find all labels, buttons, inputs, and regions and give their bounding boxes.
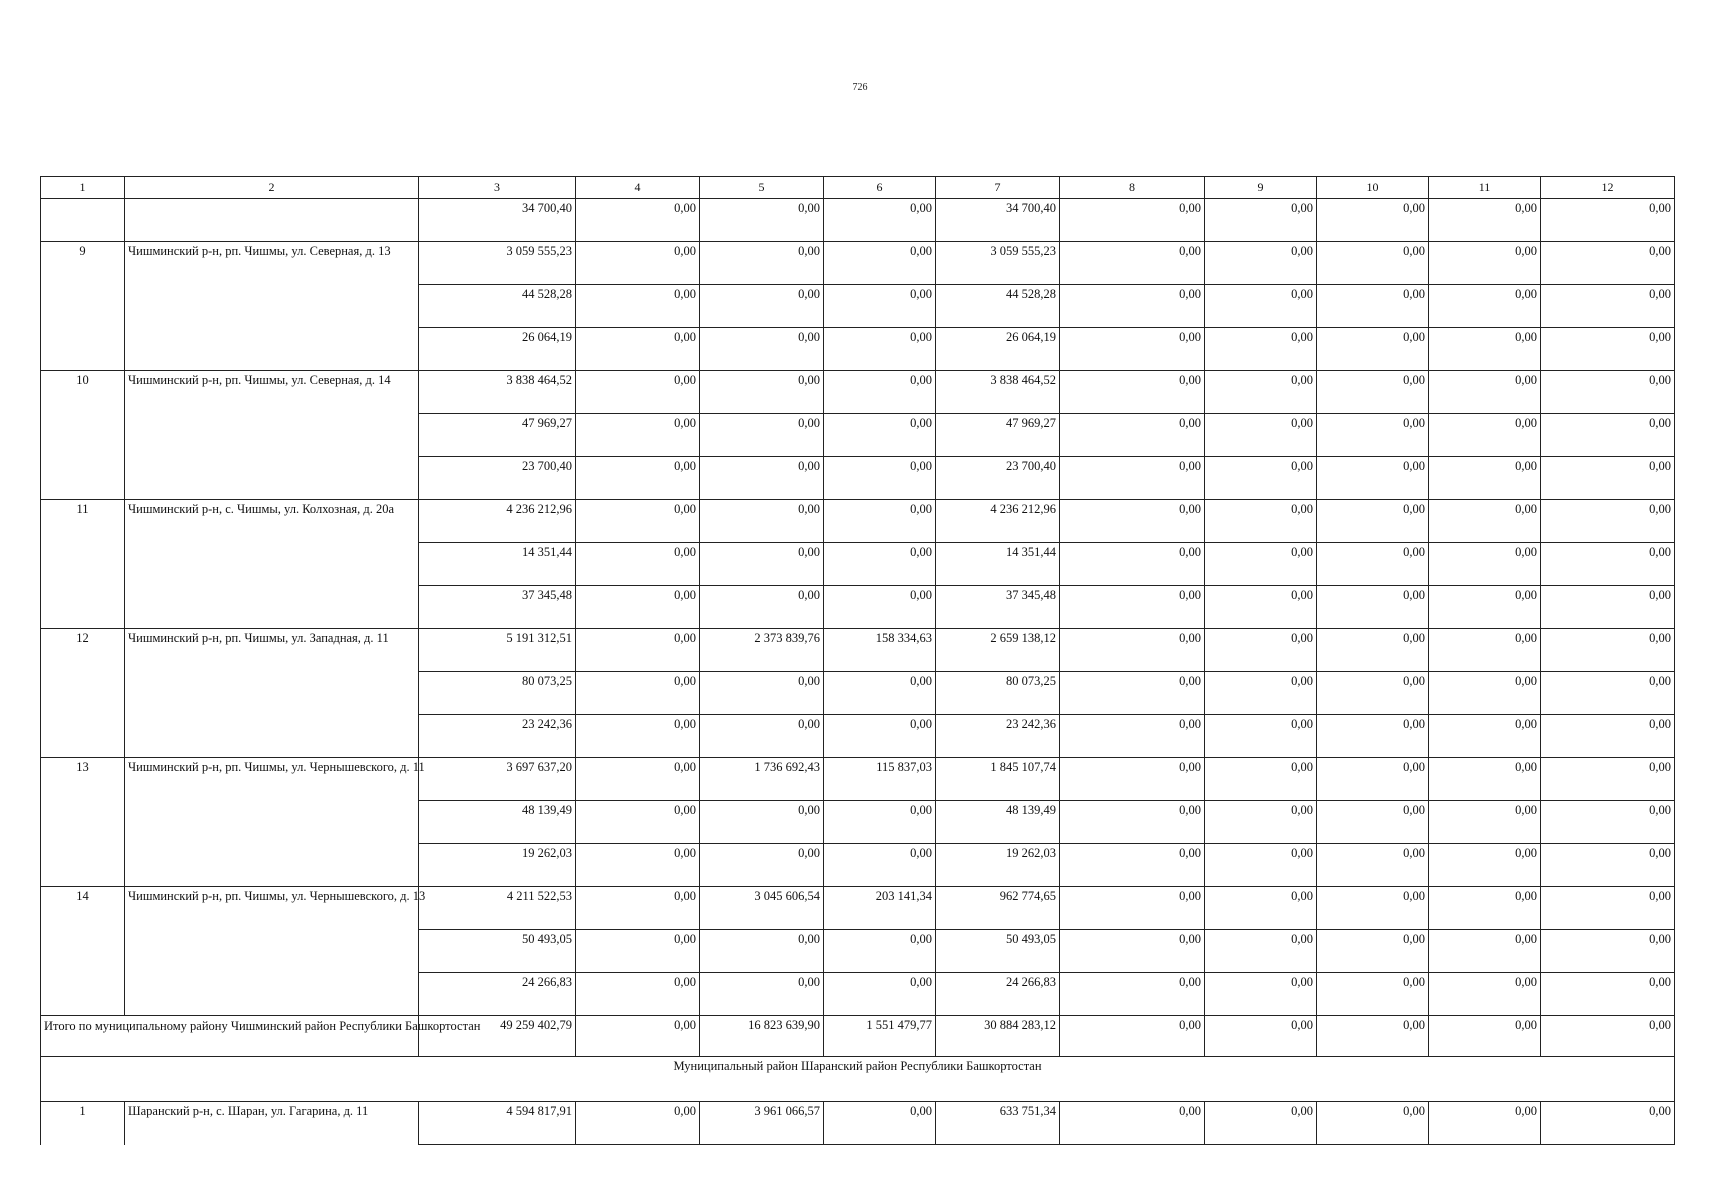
value-cell: 0,00 <box>1429 371 1541 414</box>
value-cell: 0,00 <box>1205 586 1317 629</box>
value-cell: 0,00 <box>576 973 700 1016</box>
value-cell: 0,00 <box>1541 629 1675 672</box>
value-cell: 3 838 464,52 <box>936 371 1060 414</box>
value-cell: 0,00 <box>1429 586 1541 629</box>
value-cell: 0,00 <box>1060 930 1205 973</box>
value-cell: 0,00 <box>576 328 700 371</box>
value-cell: 0,00 <box>1205 371 1317 414</box>
address-cell: Чишминский р-н, рп. Чишмы, ул. Северная, д. 14 <box>125 371 419 500</box>
column-header: 5 <box>700 177 824 199</box>
value-cell: 0,00 <box>824 328 936 371</box>
value-cell: 44 528,28 <box>936 285 1060 328</box>
value-cell: 0,00 <box>700 586 824 629</box>
value-cell: 16 823 639,90 <box>700 1016 824 1057</box>
value-cell: 633 751,34 <box>936 1102 1060 1145</box>
address-cell <box>125 199 419 242</box>
value-cell: 962 774,65 <box>936 887 1060 930</box>
value-cell: 115 837,03 <box>824 758 936 801</box>
value-cell: 3 697 637,20 <box>419 758 576 801</box>
value-cell: 0,00 <box>576 844 700 887</box>
value-cell: 0,00 <box>1541 586 1675 629</box>
value-cell: 0,00 <box>700 500 824 543</box>
value-cell: 0,00 <box>1317 285 1429 328</box>
value-cell: 0,00 <box>1429 1102 1541 1145</box>
value-cell: 0,00 <box>1205 328 1317 371</box>
value-cell: 0,00 <box>1205 715 1317 758</box>
address-cell: Чишминский р-н, рп. Чишмы, ул. Чернышевского, д. 13 <box>125 887 419 1016</box>
value-cell: 0,00 <box>1317 629 1429 672</box>
value-cell: 0,00 <box>576 887 700 930</box>
value-cell: 0,00 <box>824 414 936 457</box>
table-row <box>41 1102 1675 1145</box>
header-row <box>41 177 1675 199</box>
value-cell: 0,00 <box>1317 672 1429 715</box>
index-cell <box>41 199 125 242</box>
value-cell: 23 242,36 <box>936 715 1060 758</box>
value-cell: 0,00 <box>1060 328 1205 371</box>
value-cell: 0,00 <box>1541 930 1675 973</box>
value-cell: 3 059 555,23 <box>936 242 1060 285</box>
address-cell: Чишминский р-н, рп. Чишмы, ул. Западная, д. 11 <box>125 629 419 758</box>
value-cell: 48 139,49 <box>936 801 1060 844</box>
value-cell: 0,00 <box>824 285 936 328</box>
value-cell: 0,00 <box>1060 715 1205 758</box>
value-cell: 0,00 <box>1060 457 1205 500</box>
value-cell: 0,00 <box>576 1102 700 1145</box>
value-cell: 0,00 <box>1060 672 1205 715</box>
value-cell: 0,00 <box>1317 543 1429 586</box>
value-cell: 50 493,05 <box>419 930 576 973</box>
index-cell: 9 <box>41 242 125 371</box>
value-cell: 0,00 <box>824 586 936 629</box>
value-cell: 0,00 <box>1429 414 1541 457</box>
column-header: 4 <box>576 177 700 199</box>
column-header: 8 <box>1060 177 1205 199</box>
index-cell: 11 <box>41 500 125 629</box>
value-cell: 23 700,40 <box>936 457 1060 500</box>
address-cell: Шаранский р-н, с. Шаран, ул. Гагарина, д. 11 <box>125 1102 419 1145</box>
value-cell: 0,00 <box>1060 758 1205 801</box>
value-cell: 0,00 <box>1429 930 1541 973</box>
value-cell: 0,00 <box>1541 758 1675 801</box>
value-cell: 4 211 522,53 <box>419 887 576 930</box>
value-cell: 0,00 <box>1317 500 1429 543</box>
value-cell: 0,00 <box>1205 457 1317 500</box>
value-cell: 0,00 <box>576 715 700 758</box>
index-cell: 14 <box>41 887 125 1016</box>
value-cell: 0,00 <box>1205 672 1317 715</box>
value-cell: 80 073,25 <box>419 672 576 715</box>
value-cell: 0,00 <box>1205 629 1317 672</box>
value-cell: 0,00 <box>576 543 700 586</box>
value-cell: 0,00 <box>1541 500 1675 543</box>
value-cell: 3 059 555,23 <box>419 242 576 285</box>
value-cell: 0,00 <box>1317 758 1429 801</box>
value-cell: 37 345,48 <box>936 586 1060 629</box>
table-row <box>41 887 1675 930</box>
value-cell: 0,00 <box>576 1016 700 1057</box>
value-cell: 0,00 <box>576 801 700 844</box>
value-cell: 24 266,83 <box>419 973 576 1016</box>
value-cell: 44 528,28 <box>419 285 576 328</box>
value-cell: 0,00 <box>1060 199 1205 242</box>
value-cell: 0,00 <box>1541 414 1675 457</box>
table-row <box>41 199 1675 242</box>
value-cell: 0,00 <box>576 500 700 543</box>
value-cell: 0,00 <box>1541 328 1675 371</box>
value-cell: 0,00 <box>1429 887 1541 930</box>
value-cell: 0,00 <box>1541 1102 1675 1145</box>
table-row <box>41 758 1675 801</box>
value-cell: 0,00 <box>1429 242 1541 285</box>
column-header: 6 <box>824 177 936 199</box>
value-cell: 4 594 817,91 <box>419 1102 576 1145</box>
value-cell: 23 242,36 <box>419 715 576 758</box>
value-cell: 0,00 <box>1060 371 1205 414</box>
value-cell: 0,00 <box>824 715 936 758</box>
value-cell: 0,00 <box>576 758 700 801</box>
value-cell: 0,00 <box>1205 285 1317 328</box>
value-cell: 0,00 <box>824 242 936 285</box>
report-table <box>40 176 1675 1145</box>
value-cell: 0,00 <box>1429 328 1541 371</box>
value-cell: 0,00 <box>700 844 824 887</box>
value-cell: 26 064,19 <box>419 328 576 371</box>
value-cell: 0,00 <box>1205 500 1317 543</box>
value-cell: 1 736 692,43 <box>700 758 824 801</box>
value-cell: 0,00 <box>1317 457 1429 500</box>
value-cell: 0,00 <box>700 199 824 242</box>
value-cell: 0,00 <box>1060 1016 1205 1057</box>
value-cell: 0,00 <box>1317 801 1429 844</box>
value-cell: 0,00 <box>700 672 824 715</box>
total-row <box>41 1016 1675 1057</box>
value-cell: 0,00 <box>1060 414 1205 457</box>
table-row <box>41 500 1675 543</box>
value-cell: 0,00 <box>824 801 936 844</box>
value-cell: 0,00 <box>576 371 700 414</box>
value-cell: 0,00 <box>1317 199 1429 242</box>
column-header: 9 <box>1205 177 1317 199</box>
value-cell: 19 262,03 <box>936 844 1060 887</box>
value-cell: 0,00 <box>700 328 824 371</box>
value-cell: 0,00 <box>1429 758 1541 801</box>
value-cell: 0,00 <box>700 801 824 844</box>
value-cell: 0,00 <box>1060 844 1205 887</box>
address-cell: Чишминский р-н, рп. Чишмы, ул. Северная, д. 13 <box>125 242 419 371</box>
value-cell: 0,00 <box>1541 543 1675 586</box>
value-cell: 0,00 <box>1060 543 1205 586</box>
value-cell: 0,00 <box>1317 1102 1429 1145</box>
value-cell: 0,00 <box>576 930 700 973</box>
value-cell: 0,00 <box>1429 973 1541 1016</box>
column-header: 7 <box>936 177 1060 199</box>
address-cell: Чишминский р-н, с. Чишмы, ул. Колхозная, д. 20а <box>125 500 419 629</box>
value-cell: 0,00 <box>824 844 936 887</box>
value-cell: 0,00 <box>1429 672 1541 715</box>
value-cell: 80 073,25 <box>936 672 1060 715</box>
value-cell: 0,00 <box>700 242 824 285</box>
column-header: 1 <box>41 177 125 199</box>
value-cell: 0,00 <box>1317 973 1429 1016</box>
value-cell: 0,00 <box>824 672 936 715</box>
value-cell: 0,00 <box>576 242 700 285</box>
value-cell: 0,00 <box>824 1102 936 1145</box>
value-cell: 0,00 <box>1541 242 1675 285</box>
value-cell: 48 139,49 <box>419 801 576 844</box>
value-cell: 0,00 <box>576 629 700 672</box>
value-cell: 19 262,03 <box>419 844 576 887</box>
value-cell: 0,00 <box>1429 1016 1541 1057</box>
value-cell: 0,00 <box>1541 457 1675 500</box>
value-cell: 0,00 <box>1060 500 1205 543</box>
value-cell: 1 845 107,74 <box>936 758 1060 801</box>
table-row <box>41 629 1675 672</box>
value-cell: 0,00 <box>824 500 936 543</box>
value-cell: 37 345,48 <box>419 586 576 629</box>
value-cell: 0,00 <box>824 371 936 414</box>
value-cell: 0,00 <box>1429 801 1541 844</box>
value-cell: 1 551 479,77 <box>824 1016 936 1057</box>
value-cell: 0,00 <box>1205 758 1317 801</box>
total-label: Итого по муниципальному району Чишминский район Республики Башкортостан <box>41 1016 419 1057</box>
value-cell: 0,00 <box>700 285 824 328</box>
value-cell: 0,00 <box>824 457 936 500</box>
value-cell: 49 259 402,79 <box>419 1016 576 1057</box>
value-cell: 0,00 <box>1205 844 1317 887</box>
value-cell: 0,00 <box>1205 242 1317 285</box>
value-cell: 14 351,44 <box>936 543 1060 586</box>
value-cell: 0,00 <box>576 672 700 715</box>
value-cell: 50 493,05 <box>936 930 1060 973</box>
value-cell: 0,00 <box>1205 887 1317 930</box>
value-cell: 0,00 <box>1429 285 1541 328</box>
value-cell: 0,00 <box>1429 500 1541 543</box>
value-cell: 0,00 <box>1205 414 1317 457</box>
value-cell: 24 266,83 <box>936 973 1060 1016</box>
value-cell: 0,00 <box>824 973 936 1016</box>
value-cell: 0,00 <box>700 414 824 457</box>
column-header: 12 <box>1541 177 1675 199</box>
index-cell: 10 <box>41 371 125 500</box>
value-cell: 30 884 283,12 <box>936 1016 1060 1057</box>
value-cell: 0,00 <box>700 543 824 586</box>
value-cell: 14 351,44 <box>419 543 576 586</box>
value-cell: 0,00 <box>700 930 824 973</box>
value-cell: 0,00 <box>1317 371 1429 414</box>
value-cell: 34 700,40 <box>419 199 576 242</box>
value-cell: 0,00 <box>1541 801 1675 844</box>
value-cell: 0,00 <box>1205 973 1317 1016</box>
value-cell: 0,00 <box>1317 930 1429 973</box>
value-cell: 0,00 <box>824 930 936 973</box>
value-cell: 0,00 <box>1429 715 1541 758</box>
value-cell: 0,00 <box>700 973 824 1016</box>
value-cell: 0,00 <box>1317 715 1429 758</box>
value-cell: 0,00 <box>1205 543 1317 586</box>
value-cell: 0,00 <box>1541 371 1675 414</box>
value-cell: 0,00 <box>576 457 700 500</box>
value-cell: 0,00 <box>1429 543 1541 586</box>
value-cell: 23 700,40 <box>419 457 576 500</box>
value-cell: 34 700,40 <box>936 199 1060 242</box>
value-cell: 4 236 212,96 <box>936 500 1060 543</box>
value-cell: 0,00 <box>1205 199 1317 242</box>
value-cell: 0,00 <box>1060 1102 1205 1145</box>
value-cell: 4 236 212,96 <box>419 500 576 543</box>
value-cell: 0,00 <box>1317 1016 1429 1057</box>
value-cell: 0,00 <box>700 457 824 500</box>
value-cell: 0,00 <box>576 285 700 328</box>
value-cell: 0,00 <box>1205 801 1317 844</box>
value-cell: 0,00 <box>1429 457 1541 500</box>
value-cell: 0,00 <box>1205 1102 1317 1145</box>
column-header: 2 <box>125 177 419 199</box>
value-cell: 0,00 <box>700 715 824 758</box>
value-cell: 47 969,27 <box>936 414 1060 457</box>
table-row <box>41 242 1675 285</box>
address-cell: Чишминский р-н, рп. Чишмы, ул. Чернышевского, д. 11 <box>125 758 419 887</box>
value-cell: 0,00 <box>1429 844 1541 887</box>
value-cell: 0,00 <box>824 199 936 242</box>
value-cell: 0,00 <box>1205 930 1317 973</box>
value-cell: 0,00 <box>1317 414 1429 457</box>
value-cell: 3 961 066,57 <box>700 1102 824 1145</box>
value-cell: 0,00 <box>1060 973 1205 1016</box>
value-cell: 0,00 <box>1541 887 1675 930</box>
value-cell: 0,00 <box>1060 586 1205 629</box>
value-cell: 0,00 <box>1060 887 1205 930</box>
value-cell: 0,00 <box>1060 629 1205 672</box>
value-cell: 158 334,63 <box>824 629 936 672</box>
value-cell: 0,00 <box>1429 629 1541 672</box>
value-cell: 0,00 <box>1541 199 1675 242</box>
value-cell: 0,00 <box>1317 328 1429 371</box>
value-cell: 0,00 <box>1317 844 1429 887</box>
value-cell: 0,00 <box>1541 844 1675 887</box>
value-cell: 0,00 <box>1317 887 1429 930</box>
table-row <box>41 371 1675 414</box>
value-cell: 0,00 <box>1541 285 1675 328</box>
value-cell: 0,00 <box>576 414 700 457</box>
value-cell: 0,00 <box>1541 672 1675 715</box>
value-cell: 2 373 839,76 <box>700 629 824 672</box>
value-cell: 47 969,27 <box>419 414 576 457</box>
value-cell: 26 064,19 <box>936 328 1060 371</box>
value-cell: 0,00 <box>1205 1016 1317 1057</box>
table-body <box>41 177 1675 1145</box>
value-cell: 0,00 <box>1541 973 1675 1016</box>
page-number: 726 <box>852 82 868 93</box>
value-cell: 3 838 464,52 <box>419 371 576 414</box>
value-cell: 3 045 606,54 <box>700 887 824 930</box>
value-cell: 0,00 <box>1060 285 1205 328</box>
value-cell: 0,00 <box>1317 242 1429 285</box>
index-cell: 1 <box>41 1102 125 1145</box>
value-cell: 0,00 <box>1060 801 1205 844</box>
column-header: 10 <box>1317 177 1429 199</box>
column-header: 3 <box>419 177 576 199</box>
value-cell: 0,00 <box>1317 586 1429 629</box>
index-cell: 12 <box>41 629 125 758</box>
value-cell: 0,00 <box>1060 242 1205 285</box>
value-cell: 2 659 138,12 <box>936 629 1060 672</box>
value-cell: 0,00 <box>576 199 700 242</box>
value-cell: 5 191 312,51 <box>419 629 576 672</box>
value-cell: 0,00 <box>1541 1016 1675 1057</box>
value-cell: 0,00 <box>824 543 936 586</box>
value-cell: 0,00 <box>1429 199 1541 242</box>
section-row <box>41 1057 1675 1102</box>
index-cell: 13 <box>41 758 125 887</box>
value-cell: 203 141,34 <box>824 887 936 930</box>
value-cell: 0,00 <box>700 371 824 414</box>
value-cell: 0,00 <box>1541 715 1675 758</box>
section-title: Муниципальный район Шаранский район Республики Башкортостан <box>41 1057 1675 1102</box>
value-cell: 0,00 <box>576 586 700 629</box>
column-header: 11 <box>1429 177 1541 199</box>
